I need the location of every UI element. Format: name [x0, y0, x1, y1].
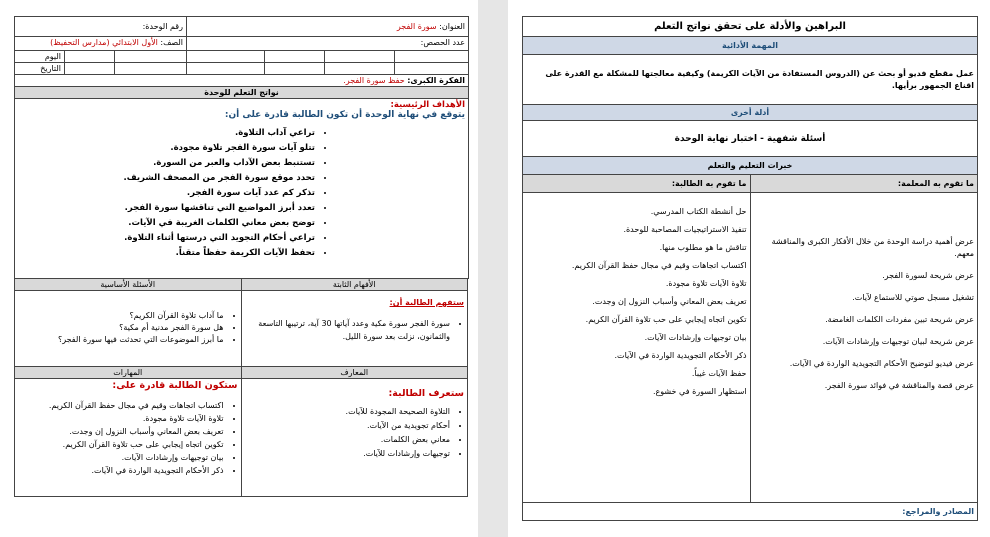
- enduring-item: • سورة الفجر سورة مكية وعدد آياتها 30 آية، ترتيبها التاسعة والثمانون، نزلت بعد سورة الليل.: [245, 317, 451, 343]
- knowledge-item: • أحكام تجويدية من الآيات.: [245, 419, 451, 433]
- teacher-activity-item: عرض شريحة لسورة الفجر.: [882, 271, 974, 280]
- performance-task-text: عمل مقطع فديو أو بحث عن (الدروس المستفادة من الآيات الكريمة) وكيفية معالجتها للمشكلة مع القدرة على اقناع الجمهور برأيها.: [523, 55, 978, 105]
- enduring-intro: ستفهم الطالبة أن:: [389, 298, 464, 307]
- enduring-list: [245, 317, 465, 343]
- essential-questions-header: الأسئلة الأساسية: [15, 279, 242, 291]
- goal-item: • تستنبط بعض الآداب والعبر من السورة.: [18, 156, 315, 171]
- skill-item: • اكتساب اتجاهات وقيم في مجال حفظ القرآن الكريم.: [18, 399, 224, 412]
- grade-cell: [15, 37, 187, 51]
- day-cell: [325, 51, 395, 63]
- goals-cell: [15, 99, 469, 279]
- page-separator: [478, 0, 508, 537]
- goal-item: • تعدد أبرز المواضيع التي تناقشها سورة الفجر.: [18, 201, 315, 216]
- other-evidence-header: أدلة أخرى: [523, 105, 978, 121]
- other-evidence-text: أسئلة شفهية - اختبار نهاية الوحدة: [523, 121, 978, 157]
- essential-questions-list: [18, 310, 238, 346]
- periods-label: عدد الحصص:: [420, 38, 465, 47]
- goals-list: [18, 126, 465, 261]
- teacher-activity-item: عرض شريحة تبين مفردات الكلمات الغامضة.: [825, 315, 974, 324]
- skill-item: • ذكر الأحكام التجويدية الواردة في الآيات.: [18, 464, 224, 477]
- skills-cell: [15, 379, 242, 497]
- title-label: العنوان:: [439, 22, 465, 31]
- teacher-header: ما تقوم به المعلمة:: [750, 175, 978, 193]
- big-idea-value: حفظ سورة الفجر.: [343, 76, 405, 85]
- day-cell: [265, 51, 325, 63]
- date-cell: [325, 63, 395, 75]
- main-goals-label: الأهداف الرئيسية:: [390, 100, 465, 110]
- goal-item: • تذكر كم عدد آيات سورة الفجر.: [18, 186, 315, 201]
- enduring-header: الأفهام الثابتة: [241, 279, 468, 291]
- date-label: التاريخ: [40, 64, 61, 73]
- knowledge-item: • توجيهات وإرشادات للآيات.: [245, 447, 451, 461]
- teacher-list: [754, 236, 975, 392]
- experiences-header: خبرات التعليم والتعلم: [523, 157, 978, 175]
- goals-intro: يتوقع في نهاية الوحدة أن تكون الطالبة قادرة على أن:: [224, 110, 465, 120]
- student-activity-item: ذكر الأحكام التجويدية الواردة في الآيات.: [614, 351, 747, 360]
- day-label-cell: [15, 51, 65, 63]
- knowledge-header: المعارف: [241, 367, 468, 379]
- day-cell: [115, 51, 187, 63]
- student-activity-item: بيان توجيهات وإرشادات الآيات.: [644, 333, 747, 342]
- knowledge-item: • معاني بعض الكلمات.: [245, 433, 451, 447]
- knowledge-item: • التلاوة الصحيحة المجودة للآيات.: [245, 405, 451, 419]
- left-page: [14, 16, 468, 526]
- date-cell: [265, 63, 325, 75]
- date-cell: [395, 63, 469, 75]
- goal-item: • تحفظ الآيات الكريمة حفظاً متقناً.: [18, 246, 315, 261]
- sources-label: المصادر والمراجع:: [523, 503, 978, 521]
- student-activity-item: تلاوة الآيات تلاوة مجودة.: [665, 279, 747, 288]
- evidence-header: البراهين والأدلة على تحقق نواتج التعلم: [523, 17, 978, 37]
- unit-number-cell: [15, 17, 187, 37]
- unit-number-label: رقم الوحدة:: [142, 22, 183, 31]
- teacher-activity-item: تشغيل مسجل صوتي للاستماع لآيات.: [852, 293, 974, 302]
- unit-info-table: [14, 16, 469, 279]
- goal-item: • تحدد موقع سورة الفجر من المصحف الشريف.: [18, 171, 315, 186]
- student-activity-item: استظهار السورة في خشوع.: [652, 387, 747, 396]
- goal-item: • توضح بعض معاني الكلمات الغريبة في الآيات.: [18, 216, 315, 231]
- big-idea-cell: [15, 75, 469, 87]
- student-activity-item: تعريف بعض المعاني وأسباب النزول إن وجدت.: [592, 297, 747, 306]
- performance-task-header: المهمة الأدائية: [523, 37, 978, 55]
- teacher-activity-item: عرض أهمية دراسة الوحدة من خلال الأفكار الكبرى والمناقشة معهم.: [771, 237, 974, 258]
- knowledge-intro: ستعرف الطالبة:: [388, 388, 464, 399]
- skill-item: • بيان توجيهات وإرشادات الآيات.: [18, 451, 224, 464]
- right-page: [522, 16, 978, 521]
- goal-item: • تتلو آيات سورة الفجر تلاوة مجودة.: [18, 141, 315, 156]
- knowledge-cell: [241, 379, 468, 497]
- day-cell: [395, 51, 469, 63]
- date-cell: [65, 63, 115, 75]
- evidence-table: [522, 16, 978, 521]
- date-label-cell: [15, 63, 65, 75]
- student-activity-item: تكوين اتجاه إيجابي على حب تلاوة القرآن الكريم.: [585, 315, 747, 324]
- day-cell: [187, 51, 265, 63]
- grade-value: الأول الابتدائي (مدارس التحفيظ): [50, 38, 158, 47]
- title-cell: [187, 17, 469, 37]
- skills-list: [18, 399, 238, 477]
- essential-questions-cell: [15, 291, 242, 367]
- grade-label: الصف:: [160, 38, 183, 47]
- day-label: اليوم: [44, 52, 61, 61]
- teacher-activity-item: عرض قصة والمناقشة في فوائد سورة الفجر.: [824, 381, 974, 390]
- big-idea-label: الفكرة الكبرى:: [407, 76, 465, 85]
- outcomes-header: نواتج التعلم للوحدة: [15, 87, 469, 99]
- skill-item: • تكوين اتجاه إيجابي على حب تلاوة القرآن الكريم.: [18, 438, 224, 451]
- skills-header: المهارات: [15, 367, 242, 379]
- teacher-cell: [750, 193, 978, 503]
- date-cell: [115, 63, 187, 75]
- student-activity-item: حل أنشطة الكتاب المدرسي.: [650, 207, 747, 216]
- date-cell: [187, 63, 265, 75]
- student-cell: [523, 193, 751, 503]
- teacher-activity-item: عرض شريحة لبيان توجيهات وإرشادات الآيات.: [822, 337, 974, 346]
- student-activity-item: تناقش ما هو مطلوب منها.: [659, 243, 747, 252]
- skill-item: • تعريف بعض المعاني وأسباب النزول إن وجدت.: [18, 425, 224, 438]
- teacher-activity-item: عرض فيديو لتوضيح الأحكام التجويدية الواردة في الآيات.: [789, 359, 974, 368]
- enduring-table: [14, 278, 468, 497]
- student-activity-item: تنفيذ الاستراتيجيات المصاحبة للوحدة.: [623, 225, 747, 234]
- essential-question-item: • ما آداب تلاوة القرآن الكريم؟: [18, 310, 224, 322]
- enduring-cell: [241, 291, 468, 367]
- day-cell: [65, 51, 115, 63]
- goal-item: • تراعي أحكام التجويد التي درستها أثناء التلاوة.: [18, 231, 315, 246]
- essential-question-item: • ما أبرز الموضوعات التي تحدثت فيها سورة الفجر؟: [18, 334, 224, 346]
- student-activity-item: اكتساب اتجاهات وقيم في مجال حفظ القرآن الكريم.: [571, 261, 747, 270]
- title-value: سورة الفجر: [396, 22, 437, 31]
- student-list: [563, 206, 747, 397]
- knowledge-list: [245, 405, 465, 461]
- goal-item: • تراعي آداب التلاوة.: [18, 126, 315, 141]
- student-header: ما تقوم به الطالبة:: [523, 175, 751, 193]
- essential-question-item: • هل سورة الفجر مدنية أم مكية؟: [18, 322, 224, 334]
- skill-item: • تلاوة الآيات تلاوة مجودة.: [18, 412, 224, 425]
- periods-cell: [187, 37, 469, 51]
- student-activity-item: حفظ الآيات غيباً.: [691, 369, 747, 378]
- skills-intro: ستكون الطالبة قادرة على:: [112, 380, 238, 391]
